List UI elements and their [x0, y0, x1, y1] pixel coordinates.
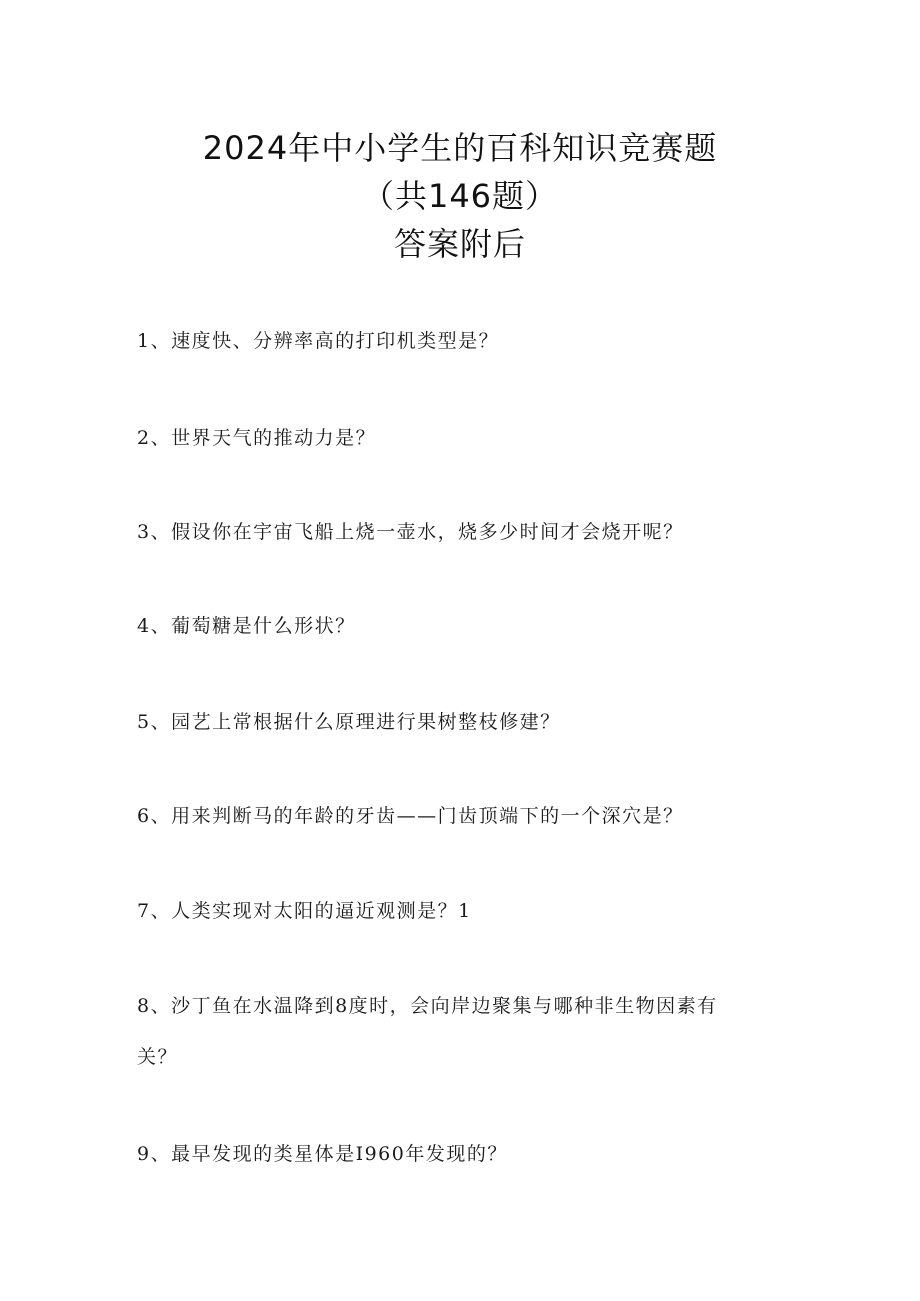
question-5: 5、园艺上常根据什么原理进行果树整枝修建？ [137, 711, 561, 733]
question-8-continued: 关？ [137, 1046, 179, 1068]
question-8: 8、沙丁鱼在水温降到8度时，会向岸边聚集与哪种非生物因素有 [137, 995, 718, 1017]
question-9: 9、最早发现的类星体是I960年发现的？ [137, 1143, 508, 1165]
question-6: 6、用来判断马的年龄的牙齿——门齿顶端下的一个深穴是？ [137, 805, 684, 827]
document-title [0, 124, 920, 268]
question-1: 1、速度快、分辨率高的打印机类型是？ [137, 330, 500, 352]
title-line-1: 2024年中小学生的百科知识竞赛题 [202, 129, 718, 167]
question-3: 3、假设你在宇宙飞船上烧一壶水，烧多少时间才会烧开呢？ [137, 521, 684, 543]
question-7: 7、人类实现对太阳的逼近观测是？1 [137, 900, 472, 922]
question-4: 4、葡萄糖是什么形状？ [137, 615, 356, 637]
title-line-3: 答案附后 [393, 225, 526, 263]
question-2: 2、世界天气的推动力是？ [137, 427, 377, 449]
title-line-2: （共146题） [361, 177, 559, 215]
